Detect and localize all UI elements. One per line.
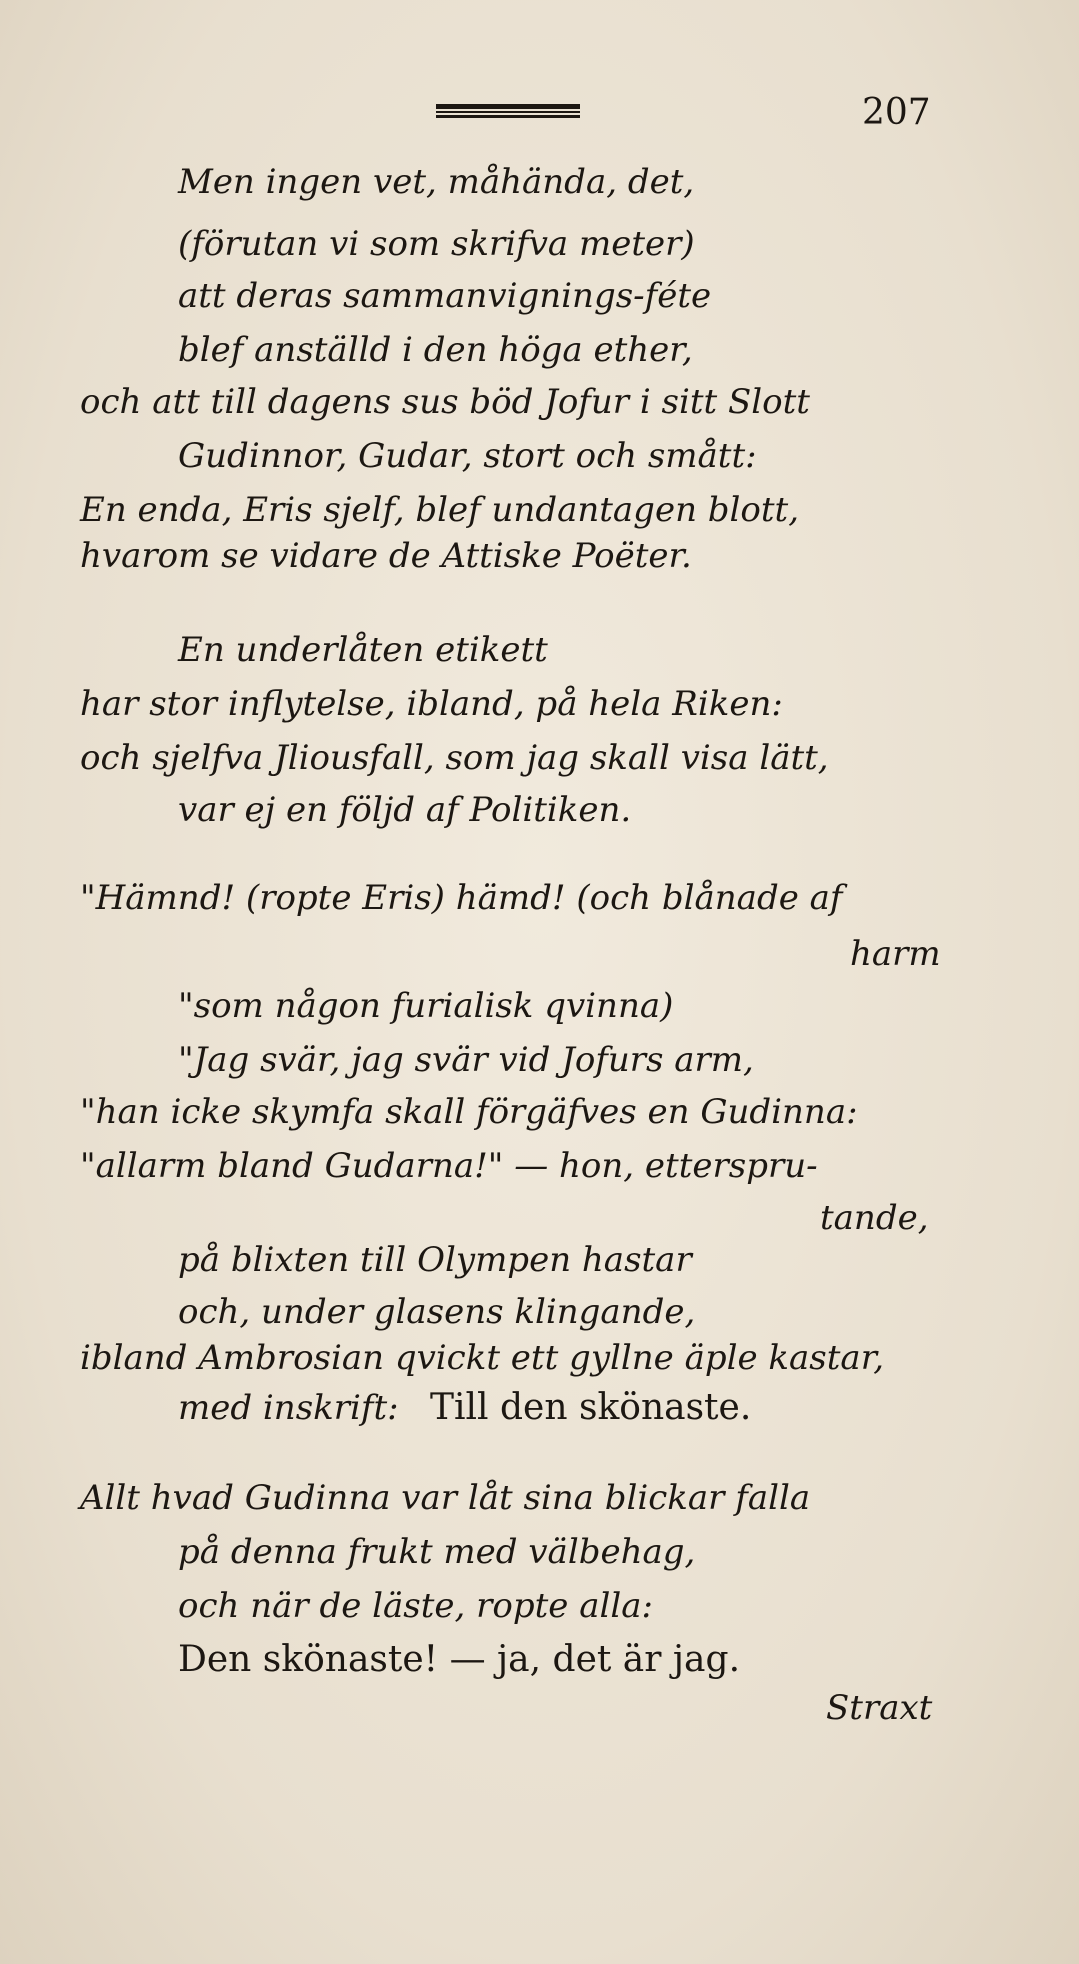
verse-line: på denna frukt med välbehag, [178,1532,696,1572]
verse-line: på blixten till Olympen hastar [178,1240,692,1280]
verse-line: "Hämnd! (ropte Eris) hämd! (och blånade af [80,878,843,918]
verse-line: "Jag svär, jag svär vid Jofurs arm, [178,1040,754,1080]
verse-line: att deras sammanvignings-féte [178,276,712,316]
verse-line: En enda, Eris sjelf, blef undantagen blott, [80,490,800,530]
verse-line: hvarom se vidare de Attiske Poëter. [80,536,692,576]
verse-line: och att till dagens sus böd Jofur i sitt Slott [80,382,810,422]
verse-line: Gudinnor, Gudar, stort och smått: [178,436,757,476]
verse-line: En underlåten etikett [178,630,548,670]
verse-line: (förutan vi som skrifva meter) [178,224,695,264]
verse-line: Allt hvad Gudinna var låt sina blickar falla [80,1478,811,1518]
verse-line-continuation: tande, [820,1198,929,1238]
page-number: 207 [862,92,931,133]
verse-line: och sjelfva Jliousfall, som jag skall visa lätt, [80,738,829,778]
verse-line-continuation: harm [850,934,941,974]
verse-line: ibland Ambrosian qvickt ett gyllne äple kastar, [80,1338,885,1378]
header-rule [436,104,580,118]
verse-line: "som någon furialisk qvinna) [178,986,674,1026]
verse-line: och när de läste, ropte alla: [178,1586,653,1626]
verse-line: med inskrift: [178,1388,399,1428]
inscription-text: Till den skönaste. [430,1387,752,1428]
verse-line: Den skönaste! — ja, det är jag. [178,1639,741,1680]
catchword: Straxt [826,1688,933,1728]
verse-line: "han icke skymfa skall förgäfves en Gudinna: [80,1092,858,1132]
verse-line: "allarm bland Gudarna!" — hon, etterspru- [80,1146,818,1186]
verse-line: var ej en följd af Politiken. [178,790,632,830]
verse-line: och, under glasens klingande, [178,1292,696,1332]
verse-line: blef anställd i den höga ether, [178,330,693,370]
verse-line: Men ingen vet, måhända, det, [178,162,695,202]
verse-line: har stor inflytelse, ibland, på hela Riken: [80,684,783,724]
